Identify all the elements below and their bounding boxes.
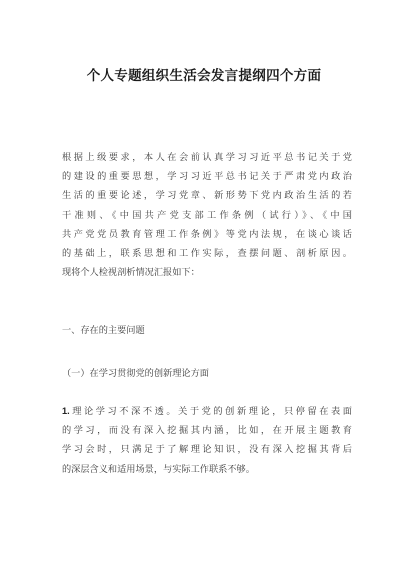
intro-line: 现将个人检视剖析情况汇报如下：	[62, 267, 200, 279]
subsection-heading: （一）在学习贯彻党的创新理论方面	[62, 368, 209, 379]
problem-item-1	[62, 402, 352, 479]
document-title: 个人专题组织生活会发言提纲四个方面	[86, 68, 322, 84]
intro-line: 干准则、《中国共产党支部工作条例（试行）》、《中国	[62, 209, 352, 221]
item-first-line-text: 理论学习不深不透。关于党的创新理论，只停留在表面	[69, 406, 352, 417]
intro-line: 根据上级要求，本人在会前认真学习习近平总书记关于党	[62, 152, 352, 163]
item-number: 1.	[62, 406, 70, 416]
item-line: 的学习，而没有深入挖掘其内涵，比如，在开展主题教育	[62, 425, 352, 437]
intro-line: 生活的重要论述，学习党章、新形势下党内政治生活的若	[62, 190, 352, 202]
item-first-line	[62, 402, 352, 421]
intro-line: 共产党党员教育管理工作条例》等党内法规，在谈心谈话	[62, 228, 352, 240]
item-line: 的深层含义和适用场景，与实际工作联系不够。	[62, 463, 255, 475]
intro-line: 的建设的重要思想，学习习近平总书记关于严肃党内政治	[62, 171, 352, 183]
intro-paragraph	[62, 148, 352, 282]
intro-line: 的基础上，联系思想和工作实际，查摆问题、剖析原因。	[62, 248, 352, 260]
item-line: 学习会时，只满足于了解理论知识，没有深入挖掘其背后	[62, 444, 352, 456]
section-heading: 一、存在的主要问题	[62, 325, 145, 336]
